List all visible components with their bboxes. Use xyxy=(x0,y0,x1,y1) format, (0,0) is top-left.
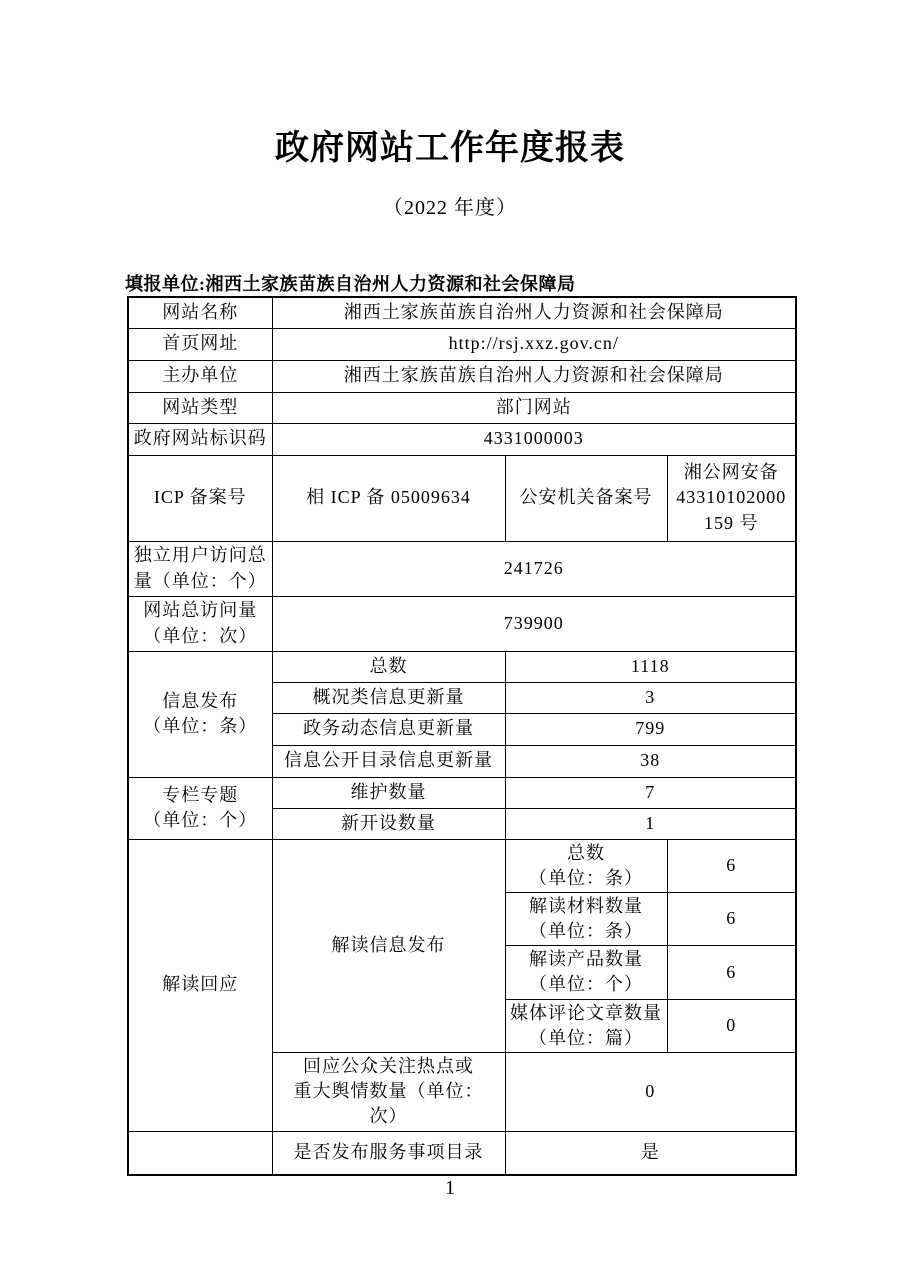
interpret-media-label-line1: 媒体评论文章数量 xyxy=(510,1002,662,1023)
interpret-total-label-line2: （单位：条） xyxy=(529,867,643,888)
row-site-type xyxy=(128,392,796,423)
site-name-value: 湘西土家族苗族自治州人力资源和社会保障局 xyxy=(272,297,796,328)
service-catalog-label: 是否发布服务事项目录 xyxy=(272,1131,505,1175)
special-topics-maintained-value: 7 xyxy=(505,777,796,808)
row-total-visits xyxy=(128,596,796,651)
hotspot-response-label-line2: 重大舆情数量（单位： xyxy=(293,1081,484,1102)
organizer-value: 湘西土家族苗族自治州人力资源和社会保障局 xyxy=(272,360,796,392)
row-organizer xyxy=(128,360,796,392)
interpret-publish-label: 解读信息发布 xyxy=(272,839,505,1053)
row-service-catalog xyxy=(128,1131,796,1175)
interpret-products-label xyxy=(505,946,667,999)
interpret-media-value: 0 xyxy=(667,999,796,1052)
site-type-value: 部门网站 xyxy=(272,392,796,423)
police-record-value xyxy=(667,455,796,541)
site-name-label: 网站名称 xyxy=(128,297,272,328)
filing-unit-line xyxy=(125,270,576,296)
row-unique-visitors xyxy=(128,541,796,596)
row-icp xyxy=(128,455,796,541)
empty-cell xyxy=(128,1131,272,1175)
police-record-value-line2: 43310102000 xyxy=(676,487,787,508)
special-topics-new-value: 1 xyxy=(505,808,796,839)
hotspot-response-label-line1: 回应公众关注热点或 xyxy=(303,1056,474,1076)
police-record-label: 公安机关备案号 xyxy=(505,455,667,541)
info-publish-total-label: 总数 xyxy=(272,651,505,682)
interpret-products-label-line2: （单位：个） xyxy=(529,974,643,995)
organizer-label: 主办单位 xyxy=(128,360,272,392)
filing-unit-label: 填报单位: xyxy=(125,274,206,294)
special-topics-group-line1: 专栏专题 xyxy=(162,784,239,805)
interpret-media-label-line2: （单位：篇） xyxy=(529,1027,643,1048)
interpret-total-label-line1: 总数 xyxy=(567,842,605,863)
interpret-products-value: 6 xyxy=(667,946,796,999)
interpret-materials-label xyxy=(505,892,667,945)
interpret-products-label-line1: 解读产品数量 xyxy=(529,949,643,970)
interpret-response-group-label: 解读回应 xyxy=(128,839,272,1131)
special-topics-new-label: 新开设数量 xyxy=(272,808,505,839)
home-url-value: http://rsj.xxz.gov.cn/ xyxy=(272,328,796,360)
info-publish-group-line2: （单位：条） xyxy=(143,716,258,736)
info-publish-dynamics-value: 799 xyxy=(505,713,796,745)
unique-visitors-label-line1: 独立用户访问总 xyxy=(133,545,267,566)
row-home-url xyxy=(128,328,796,360)
hotspot-response-label-line3: 次） xyxy=(369,1106,408,1127)
total-visits-value: 739900 xyxy=(272,596,796,651)
hotspot-response-value: 0 xyxy=(505,1053,796,1132)
police-record-value-line1: 湘公网安备 xyxy=(683,462,779,483)
unique-visitors-label xyxy=(128,541,272,596)
hotspot-response-label xyxy=(272,1053,505,1132)
total-visits-label xyxy=(128,596,272,651)
info-publish-group-label xyxy=(128,651,272,777)
info-publish-group-line1: 信息发布 xyxy=(162,690,239,711)
interpret-materials-label-line1: 解读材料数量 xyxy=(529,895,643,916)
page-subtitle: （2022 年度） xyxy=(383,197,517,219)
row-special-topics-maintained xyxy=(128,777,796,808)
special-topics-group-label xyxy=(128,777,272,839)
icp-value: 相 ICP 备 05009634 xyxy=(272,455,505,541)
filing-unit-value: 湘西土家族苗族自治州人力资源和社会保障局 xyxy=(205,274,576,294)
interpret-materials-value: 6 xyxy=(667,892,796,945)
police-record-value-line3: 159 号 xyxy=(704,512,759,533)
unique-visitors-value: 241726 xyxy=(272,541,796,596)
info-publish-catalog-label: 信息公开目录信息更新量 xyxy=(272,745,505,777)
row-interpret-total xyxy=(128,839,796,892)
page-number: 1 xyxy=(445,1177,455,1199)
site-code-value: 4331000003 xyxy=(272,423,796,455)
interpret-total-label xyxy=(505,839,667,892)
row-site-name xyxy=(128,297,796,328)
icp-label: ICP 备案号 xyxy=(128,455,272,541)
interpret-media-label xyxy=(505,999,667,1052)
special-topics-maintained-label: 维护数量 xyxy=(272,777,505,808)
total-visits-label-line2: （单位：次） xyxy=(143,625,258,646)
info-publish-catalog-value: 38 xyxy=(505,745,796,777)
site-type-label: 网站类型 xyxy=(128,392,272,423)
special-topics-group-line2: （单位：个） xyxy=(143,810,258,830)
info-publish-overview-value: 3 xyxy=(505,682,796,713)
total-visits-label-line1: 网站总访问量 xyxy=(143,600,258,621)
row-info-publish-total xyxy=(128,651,796,682)
interpret-total-value: 6 xyxy=(667,839,796,892)
service-catalog-value: 是 xyxy=(505,1131,796,1175)
site-code-label: 政府网站标识码 xyxy=(128,423,272,455)
info-publish-total-value: 1118 xyxy=(505,651,796,682)
info-publish-overview-label: 概况类信息更新量 xyxy=(272,682,505,713)
page-title: 政府网站工作年度报表 xyxy=(275,129,625,167)
annual-report-table xyxy=(127,296,797,1176)
row-site-code xyxy=(128,423,796,455)
info-publish-dynamics-label: 政务动态信息更新量 xyxy=(272,713,505,745)
unique-visitors-label-line2: 量（单位：个） xyxy=(133,570,267,591)
home-url-label: 首页网址 xyxy=(128,328,272,360)
interpret-materials-label-line2: （单位：条） xyxy=(529,921,643,942)
